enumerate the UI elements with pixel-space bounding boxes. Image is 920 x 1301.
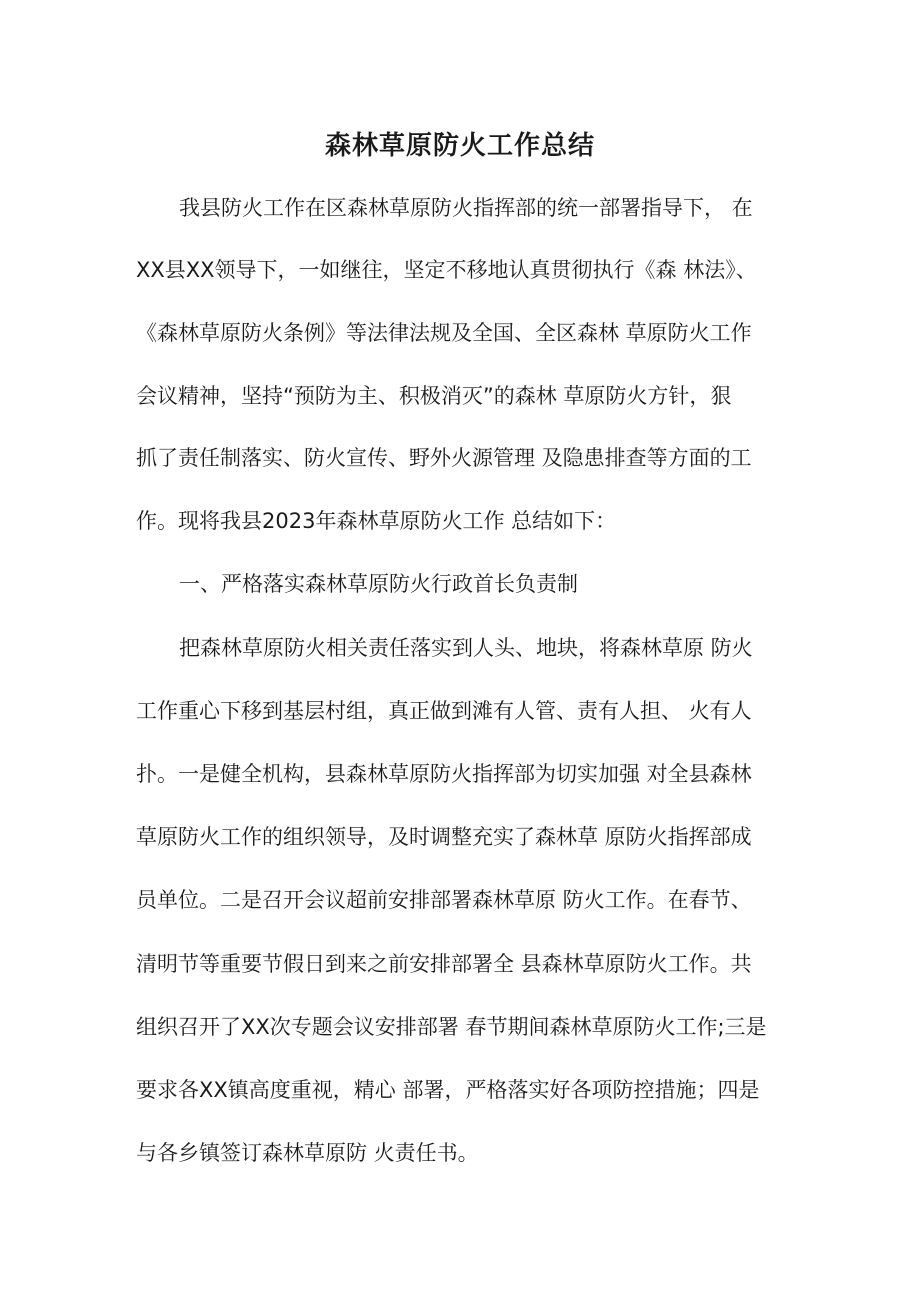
paragraph-2-line-6: 清明节等重要节假日到来之前安排部署全 县森林草原防火工作。共: [136, 952, 752, 976]
paragraph-1-line-6: 作。现将我县2023年森林草原防火工作 总结如下：: [136, 509, 617, 533]
paragraph-2-line-1: 把森林草原防火相关责任落实到人头、地块，将森林草原 防火: [179, 636, 753, 660]
paragraph-2-line-2: 工作重心下移到基层村组，真正做到滩有人管、责有人担、 火有人: [136, 699, 752, 723]
paragraph-1-line-3: 《森林草原防火条例》等法律法规及全国、全区森林 草原防火工作: [136, 321, 752, 345]
paragraph-1-line-5: 抓了责任制落实、防火宣传、野外火源管理 及隐患排查等方面的工: [136, 446, 752, 470]
paragraph-1-line-4: 会议精神，坚持“预防为主、积极消灭”的森林 草原防火方针，狠: [136, 384, 732, 408]
paragraph-2-line-7: 组织召开了XX次专题会议安排部署 春节期间森林草原防火工作;三是: [136, 1015, 767, 1039]
paragraph-2-line-9: 与各乡镇签订森林草原防 火责任书。: [136, 1141, 479, 1165]
paragraph-2-line-3: 扑。一是健全机构，县森林草原防火指挥部为切实加强 对全县森林: [136, 762, 752, 786]
paragraph-2-line-4: 草原防火工作的组织领导，及时调整充实了森林草 原防火指挥部成: [136, 825, 752, 849]
section-heading-1: 一、严格落实森林草原防火行政首长负责制: [179, 572, 578, 596]
paragraph-1-line-1: 我县防火工作在区森林草原防火指挥部的统一部署指导下， 在: [179, 196, 753, 220]
paragraph-2-line-8: 要求各XX镇高度重视，精心 部署，严格落实好各项防控措施；四是: [136, 1078, 760, 1102]
paragraph-2-line-5: 员单位。二是召开会议超前安排部署森林草原 防火工作。在春节、: [136, 888, 752, 912]
document-title: 森林草原防火工作总结: [324, 131, 595, 161]
paragraph-1-line-2: XX县XX领导下，一如继往，坚定不移地认真贯彻执行《森 林法》、: [136, 258, 757, 282]
